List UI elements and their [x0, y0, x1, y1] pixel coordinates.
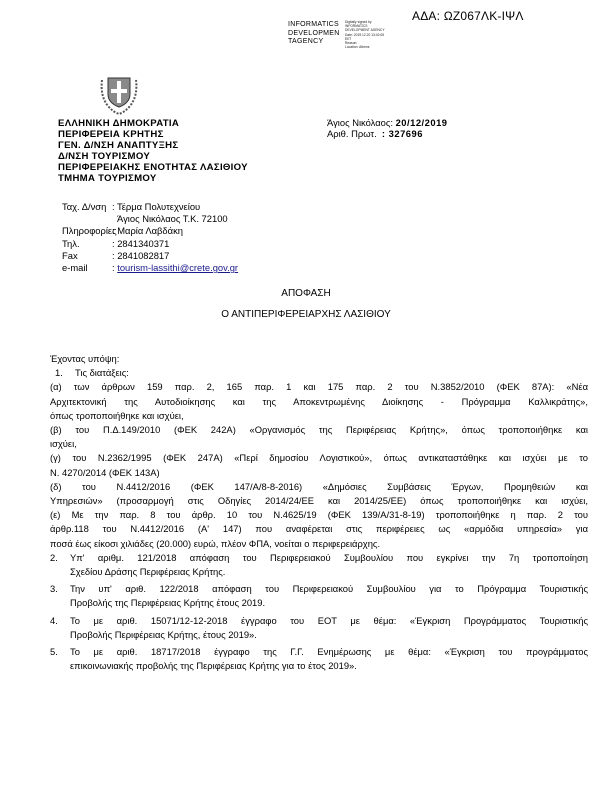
- email-separator: :: [112, 262, 115, 274]
- signature-detail-line: EET: [345, 36, 352, 41]
- fax-value: : 2841082817: [112, 249, 170, 261]
- signature-detail-line: INFORMATICS: [345, 24, 368, 29]
- paragraph-line: Αρχιτεκτονική της Αυτοδιοίκησης και της Αποκεντρωμένης Διοίκησης - Πρόγραμμα Καλλικράτης»,: [50, 395, 588, 407]
- item-text: Το με αριθ. 18717/2018 έγγραφο της Γ.Γ. Ενημέρωσης με θέμα: «Έγκριση του προγράμματος: [70, 646, 588, 658]
- issuer-line: ΓΕΝ. Δ/ΝΣΗ ΑΝΑΠΤΥΞΗΣ: [58, 140, 179, 151]
- greek-coat-of-arms-emblem: [96, 70, 142, 116]
- item-number: 5.: [50, 646, 58, 658]
- paragraph-line: άρθρ.118 του Ν.4412/2016 (Α' 147) που αναφέρεται στις περιφέρειες ως «αρμόδια υπηρεσία» για: [50, 523, 588, 535]
- email-link[interactable]: tourism-lassithi@crete.gov.gr: [117, 262, 239, 274]
- item-number: 2.: [50, 551, 58, 563]
- place-label: Άγιος Νικόλαος:: [327, 117, 393, 128]
- paragraph-line: (ε) Με την παρ. 8 του άρθρ. 10 του Ν.4625/19 (ΦΕΚ 139/Α/31-8-19) τροποποιήθηκε η παρ. 2 του: [50, 509, 588, 521]
- item-text: Προβολής Περιφέρειας Κρήτης, έτους 2019».: [70, 628, 257, 640]
- info-value: : Μαρία Λαβδάκη: [112, 225, 183, 237]
- item-number: 3.: [50, 583, 58, 595]
- contact-info: [62, 201, 238, 274]
- item-number: 1.: [55, 367, 63, 379]
- paragraph-line: όπως τροποποιήθηκε και ισχύει,: [50, 409, 184, 421]
- stamp-line: INFORMATICS: [288, 21, 340, 28]
- paragraph-line: ισχύει,: [50, 438, 77, 450]
- signature-detail-line: Reason:: [345, 41, 358, 46]
- paragraph-line: (δ) του Ν.4412/2016 (ΦΕΚ 147/Α/8-8-2016) «Δημόσιες Συμβάσεις Έργων, Προμηθειών και: [50, 480, 588, 492]
- stamp-line: DEVELOPMEN: [288, 29, 340, 37]
- protocol-number: : 327696: [381, 128, 423, 139]
- item-text: Σχεδίου Δράσης Περιφέρειας Κρήτης.: [70, 566, 226, 578]
- paragraph-line: (β) του Π.Δ.149/2010 (ΦΕΚ 242Α) «Οργανισμός της Περιφέρειας Κρήτης», όπως τροποποιήθηκε και: [50, 424, 588, 436]
- email-label: e-mail: [62, 262, 88, 274]
- issuer-line: ΕΛΛΗΝΙΚΗ ΔΗΜΟΚΡΑΤΙΑ: [58, 118, 180, 129]
- issuer-block: [58, 118, 248, 184]
- paragraph-line: (α) των άρθρων 159 παρ. 2, 165 παρ. 1 και 175 παρ. 2 του Ν.3852/2010 (ΦΕΚ 87Α): «Νέα: [50, 381, 588, 393]
- paragraph-line: ποσά έως είκοσι χιλιάδες (20.000) ευρώ, πλέον ΦΠΑ, νοείται ο περιφερειάρχης.: [50, 537, 381, 549]
- paragraph-line: Υπηρεσιών» (προσαρμογή στις Οδηγίες 2014/24/ΕΕ και 2014/25/ΕΕ) όπως τροποποιήθηκε και ισχύει,: [50, 495, 588, 507]
- stamp-line: TAGENCY: [288, 38, 324, 46]
- address-value-line2: Άγιος Νικόλαος Τ.Κ. 72100: [117, 213, 228, 225]
- signature-details: [345, 20, 385, 49]
- signature-detail-line: DEVELOPMENT AGENCY: [345, 28, 385, 33]
- item-text: Προβολής της Περιφέρειας Κρήτης έτους 2019.: [70, 597, 266, 609]
- issuer-line: ΠΕΡΙΦΕΡΕΙΑΚΗΣ ΕΝΟΤΗΤΑΣ ΛΑΣΙΘΙΟΥ: [58, 162, 248, 173]
- issuer-line: ΤΜΗΜΑ ΤΟΥΡΙΣΜΟΥ: [58, 173, 157, 184]
- date-protocol-block: [327, 117, 448, 139]
- issuer-line: ΠΕΡΙΦΕΡΕΙΑ ΚΡΗΤΗΣ: [58, 129, 164, 140]
- list-item: [50, 645, 588, 673]
- document-subtitle: Ο ΑΝΤΙΠΕΡΙΦΕΡΕΙΑΡΧΗΣ ΛΑΣΙΘΙΟΥ: [221, 309, 391, 320]
- signature-detail-line: Location: Athens: [345, 45, 370, 50]
- info-label: Πληροφορίες: [62, 225, 117, 237]
- address-value: : Τέρμα Πολυτεχνείου: [112, 201, 201, 212]
- item-text: Την υπ' αριθ. 122/2018 απόφαση του Περιφερειακού Συμβουλίου για το Πρόγραμμα Τουριστικής: [70, 583, 588, 595]
- list-item: [50, 551, 588, 579]
- address-label: Ταχ. Δ/νση: [62, 201, 107, 212]
- fax-label: Fax: [62, 249, 78, 261]
- document-date: 20/12/2019: [395, 117, 448, 128]
- signature-detail-line: Digitally signed by: [345, 20, 372, 24]
- item-text: Τις διατάξεις:: [75, 367, 129, 379]
- item-number: 4.: [50, 614, 58, 626]
- item-text: Το με αριθ. 15071/12-12-2018 έγγραφο του ΕΟΤ με θέμα: «Έγκριση Προγράμματος Τουριστικής: [70, 614, 588, 626]
- paragraph-line: (γ) του Ν.2362/1995 (ΦΕΚ 247Α) «Περί δημοσίου Λογιστικού», όπως αντικαταστάθηκε και ισχύει με το: [50, 452, 588, 464]
- list-item: [50, 614, 588, 642]
- phone-value: : 2841340371: [112, 237, 170, 249]
- paragraph-line: Ν. 4270/2014 (ΦΕΚ 143Α): [50, 466, 160, 478]
- list-item: [50, 582, 588, 610]
- item-text: Υπ' αριθμ. 121/2018 απόφαση του Περιφερειακού Συμβουλίου που εγκρίνει την 7η τροποποίηση: [70, 551, 588, 563]
- intro-text: Έχοντας υπόψη:: [50, 353, 120, 364]
- phone-label: Τηλ.: [62, 237, 80, 249]
- item-text: επικοινωνιακής προβολής της Περιφέρειας Κρήτης για το έτος 2019».: [70, 660, 357, 672]
- ada-code: ΑΔΑ: ΩΖ067ΛΚ-ΙΨΛ: [412, 9, 524, 23]
- protocol-label: Αριθ. Πρωτ.: [327, 128, 377, 139]
- digital-signature-stamp: [288, 21, 340, 47]
- list-item: [50, 366, 588, 380]
- signature-detail-line: Date: 2019.12.20 13:42:05: [345, 32, 385, 37]
- document-body: [50, 352, 588, 673]
- issuer-line: Δ/ΝΣΗ ΤΟΥΡΙΣΜΟΥ: [58, 151, 151, 162]
- document-title: ΑΠΟΦΑΣΗ: [281, 288, 331, 299]
